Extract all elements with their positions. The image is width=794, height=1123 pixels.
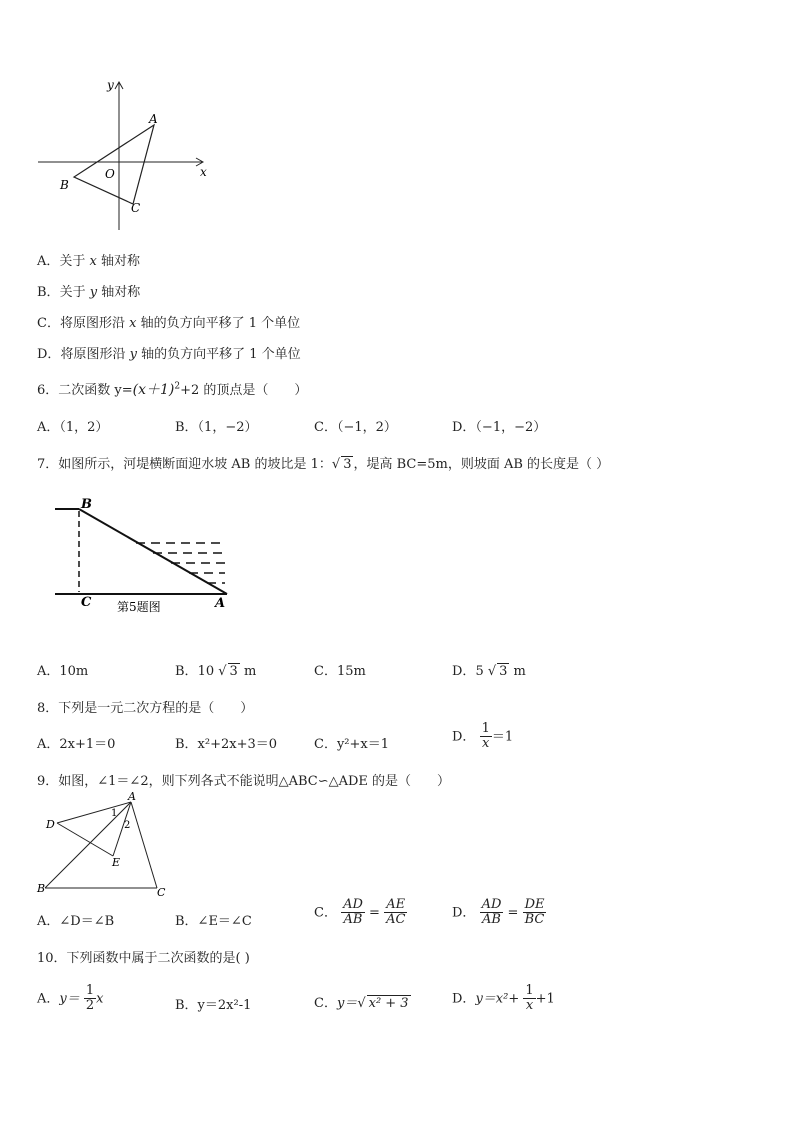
q9-angle-1: 1 xyxy=(111,808,118,819)
q10-option-c-sqrt: x² + 3 xyxy=(368,996,409,1011)
q7-label-c: C xyxy=(81,595,92,610)
q10-option-c-pre: y＝ xyxy=(336,996,358,1011)
q10-option-b: B．y＝2x²-1 xyxy=(175,998,252,1013)
q9-option-c-frac2 xyxy=(384,898,407,928)
q9-option-d-frac2 xyxy=(523,898,547,928)
q9-option-d: D． $\frac{AD}{AB}$ = $\frac{DE}{BC}$ xyxy=(452,897,545,928)
q9-option-a: A．∠D＝∠B xyxy=(37,914,115,929)
q5-option-a xyxy=(37,250,140,269)
q5-option-c-text1: 将原图形沿 xyxy=(59,316,130,331)
q9-label-e: E xyxy=(112,856,121,869)
q8-fraction-denominator: x xyxy=(482,736,490,752)
q5-option-c-var: x xyxy=(129,316,137,331)
q7-text1: 7．如图所示，河堤横断面迎水坡 AB 的坡比是 1： xyxy=(37,457,332,472)
q9-d-num2: DE xyxy=(524,897,545,912)
q6-exponent: 2 xyxy=(174,381,181,392)
q9-option-d-letter: D． xyxy=(452,905,476,921)
q7-label-b: B xyxy=(81,497,92,512)
q9-label-d: D xyxy=(46,818,55,831)
q8-option-b: B．x²+2x+3＝0 xyxy=(175,737,278,752)
q7-option-d: D．5 √ 3 m xyxy=(452,664,526,679)
q5-option-d xyxy=(37,343,301,362)
q7-option-b: B．10 √ 3 m xyxy=(175,664,257,679)
q10-option-d-fraction xyxy=(523,984,535,1014)
q7-option-b-letter: B． xyxy=(175,664,198,679)
q8-option-c: C．y²+x＝1 xyxy=(314,737,389,752)
triangle-abc xyxy=(74,125,154,204)
q7-option-b-sqrt: 3 xyxy=(229,664,238,679)
q9-angle-2: 2 xyxy=(124,820,131,831)
q9-c-num2: AE xyxy=(384,898,407,913)
q5-option-a-text1: 关于 xyxy=(59,254,90,269)
q9-option-c-letter: C． xyxy=(314,905,337,921)
q7-option-a xyxy=(37,660,88,679)
label-a: A xyxy=(149,112,158,126)
q7-option-d-unit: m xyxy=(509,664,526,679)
q6-question xyxy=(37,379,307,399)
q6-option-c: C．（−1，2） xyxy=(314,420,397,435)
slope-ab xyxy=(79,509,227,594)
q6-expression: (x＋1) xyxy=(132,382,175,398)
q8-option-a: A．2x+1＝0 xyxy=(37,737,116,752)
q7-option-c xyxy=(314,660,366,679)
q10-d-num: 1 xyxy=(525,983,534,998)
q9-option-c-frac1 xyxy=(341,898,365,928)
q7-option-a-value: 10m xyxy=(59,664,89,679)
q7-sqrt-value: 3 xyxy=(343,457,352,472)
q9-question: 9．如图，∠1＝∠2，则下列各式不能说明△ABC∽△ADE 的是（ ） xyxy=(37,774,451,789)
q7-figure-caption: 第5题图 xyxy=(117,600,161,614)
q7-option-b-coef: 10 xyxy=(197,664,219,679)
q10-option-d xyxy=(452,984,555,1014)
q10-a-num: 1 xyxy=(85,983,95,998)
label-b: B xyxy=(60,178,69,192)
q10-option-d-pre: y＝x²+ xyxy=(475,991,524,1007)
q10-option-a-post: x xyxy=(96,991,104,1007)
q7-label-a: A xyxy=(215,596,226,611)
q6-option-b: B．（1，−2） xyxy=(175,420,258,435)
q10-option-c: C．y＝√ x² + 3 xyxy=(314,996,409,1011)
label-y: y xyxy=(107,78,114,92)
q9-c-den1: AB xyxy=(343,912,363,928)
q6-option-d: D．（−1，−2） xyxy=(452,420,547,435)
q5-option-a-letter: A． xyxy=(37,254,60,269)
q9-label-c: C xyxy=(157,886,166,899)
q7-option-c-value: 15m xyxy=(336,664,366,679)
label-x: x xyxy=(200,165,207,179)
q7-question: 7．如图所示，河堤横断面迎水坡 AB 的坡比是 1：√ 3 ，堤高 BC=5m，则坡面 AB 的长度是（ ） xyxy=(37,457,610,472)
q9-label-b: B xyxy=(37,882,46,895)
q7-option-d-sqrt: 3 xyxy=(499,664,508,679)
q9-option-d-frac1 xyxy=(480,898,504,928)
q8-fraction-numerator: 1 xyxy=(481,721,490,736)
q5-option-c-letter: C． xyxy=(37,316,60,331)
q9-label-a: A xyxy=(128,790,136,803)
q9-d-num1: AD xyxy=(481,897,502,912)
q6-option-a: A．（1，2） xyxy=(37,420,109,435)
q5-option-c xyxy=(37,312,300,331)
q7-option-d-letter: D． xyxy=(452,664,476,679)
q10-option-a-fraction xyxy=(84,984,96,1014)
q5-option-d-letter: D． xyxy=(37,347,61,362)
q8-option-d-letter: D． xyxy=(452,729,476,745)
label-c: C xyxy=(131,201,141,215)
q8-option-d-fraction xyxy=(480,722,492,752)
q8-option-d-rest: ＝1 xyxy=(491,729,514,745)
q7-option-a-letter: A． xyxy=(37,664,60,679)
label-o: O xyxy=(105,167,115,181)
q10-d-den: x xyxy=(525,998,534,1014)
q5-option-d-text2: 轴的负方向平移了 1 个单位 xyxy=(136,347,301,362)
q7-option-b-unit: m xyxy=(239,664,257,679)
q9-d-den2: BC xyxy=(524,912,545,928)
q5-option-a-var: x xyxy=(89,254,97,269)
q5-option-d-var: y xyxy=(129,347,137,362)
q10-a-den: 2 xyxy=(85,998,95,1014)
q7-text2: ，堤高 BC=5m，则坡面 AB 的长度是（ ） xyxy=(353,457,610,472)
q9-option-c: C． $\frac{AD}{AB}$ = $\frac{AE}{AC}$ xyxy=(314,897,406,928)
q6-prefix: 6．二次函数 y= xyxy=(37,383,133,398)
q5-option-b-var: y xyxy=(89,285,98,300)
q8-option-d xyxy=(452,722,513,752)
q7-option-d-coef: 5 xyxy=(475,664,488,679)
q9-c-num1: AD xyxy=(343,897,363,912)
q7-option-c-letter: C． xyxy=(314,664,337,679)
q5-option-d-text1: 将原图形沿 xyxy=(60,347,130,362)
q10-option-d-post: +1 xyxy=(535,991,555,1007)
q10-question: 10．下列函数中属于二次函数的是( ) xyxy=(37,951,250,966)
q10-option-a-letter: A． xyxy=(37,991,60,1007)
q10-option-a-pre: y＝ xyxy=(59,991,80,1007)
q9-c-den2: AC xyxy=(386,912,406,928)
q9-figure xyxy=(33,790,173,900)
q9-option-b: B．∠E＝∠C xyxy=(175,914,252,929)
segment-ac xyxy=(131,802,157,888)
q10-option-c-letter: C． xyxy=(314,996,337,1011)
q10-option-a xyxy=(37,984,104,1014)
q5-option-b xyxy=(37,281,140,300)
q6-suffix: +2 的顶点是（ ） xyxy=(180,383,308,398)
q8-question: 8．下列是一元二次方程的是（ ） xyxy=(37,701,254,716)
q5-option-b-letter: B． xyxy=(37,285,60,300)
q5-figure xyxy=(30,75,220,235)
q10-option-d-letter: D． xyxy=(452,991,476,1007)
q5-option-c-text2: 轴的负方向平移了 1 个单位 xyxy=(136,316,301,331)
q9-d-den1: AB xyxy=(482,912,501,928)
q7-figure xyxy=(50,495,240,620)
q5-option-b-text2: 轴对称 xyxy=(97,285,141,300)
q5-option-b-text1: 关于 xyxy=(59,285,90,300)
segment-ab xyxy=(45,802,131,888)
q5-option-a-text2: 轴对称 xyxy=(96,254,141,269)
